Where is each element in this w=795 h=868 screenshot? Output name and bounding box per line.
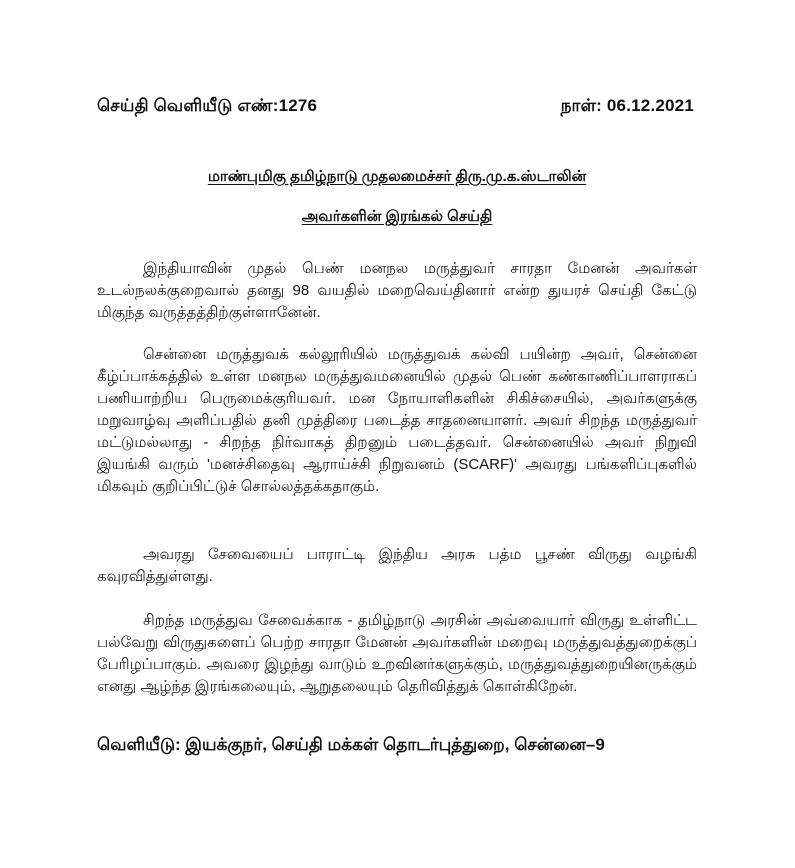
release-number: செய்தி வெளியீடு எண்:1276 — [97, 96, 318, 115]
title-line-1: மாண்புமிகு தமிழ்நாடு முதலமைச்சர் திரு.மு.க.ஸ்டாலின் — [207, 168, 587, 185]
title-block — [97, 168, 697, 248]
paragraph-1: இந்தியாவின் முதல் பெண் மனநல மருத்துவர் சாரதா மேனன் அவர்கள் உடல்நலக்குறைவால் தனது 98 வயதில் மறைவெய்தினார் என்ற துயரச் செய்தி கேட்டு மிகுந்த வருத்தத்திற்குள்ளானேன். — [97, 260, 697, 321]
issued-by-footer: வெளியீடு: இயக்குநர், செய்தி மக்கள் தொடர்புத்துறை, சென்னை–9 — [97, 735, 605, 754]
paragraph-3: அவரது சேவையைப் பாராட்டி இந்திய அரசு பத்ம பூசண் விருது வழங்கி கவுரவித்துள்ளது. — [97, 546, 697, 585]
paragraph-4: சிறந்த மருத்துவ சேவைக்காக - தமிழ்நாடு அரசின் அவ்வையார் விருது உள்ளிட்ட பல்வேறு விருதுகளைப் பெற்ற சாரதா மேனன் அவர்களின் மறைவு மருத்துவத்துறைக்குப் பேரிழப்பாகும். அவரை இழந்து வாடும் உறவினர்களுக்கும், மருத்துவத்துறையினருக்கும் எனது ஆழ்ந்த இரங்கலையும், ஆறுதலையும் தெரிவித்துக் கொள்கிறேன். — [97, 612, 697, 695]
release-date: நாள்: 06.12.2021 — [560, 96, 694, 115]
header-row — [97, 96, 694, 118]
title-line-2: அவர்களின் இரங்கல் செய்தி — [301, 208, 493, 225]
paragraph-2: சென்னை மருத்துவக் கல்லூரியில் மருத்துவக் கல்வி பயின்ற அவர், சென்னை கீழ்ப்பாக்கத்தில் உள்ள மனநல மருத்துவமனையில் முதல் பெண் கண்காணிப்பாளராகப் பணியாற்றிய பெருமைக்குரியவர். மன நோயாளிகளின் சிகிச்சையில், அவர்களுக்கு மறுவாழ்வு அளிப்பதில் தனி முத்திரை படைத்த சாதனையாளர். அவர் சிறந்த மருத்துவர் மட்டுமல்லாது - சிறந்த நிர்வாகத் திறனும் படைத்தவர். சென்னையில் அவர் நிறுவி இயங்கி வரும் 'மனச்சிதைவு ஆராய்ச்சி நிறுவனம் (SCARF)' அவரது பங்களிப்புகளில் மிகவும் குறிப்பிட்டுச் சொல்லத்தக்கதாகும். — [97, 346, 697, 495]
